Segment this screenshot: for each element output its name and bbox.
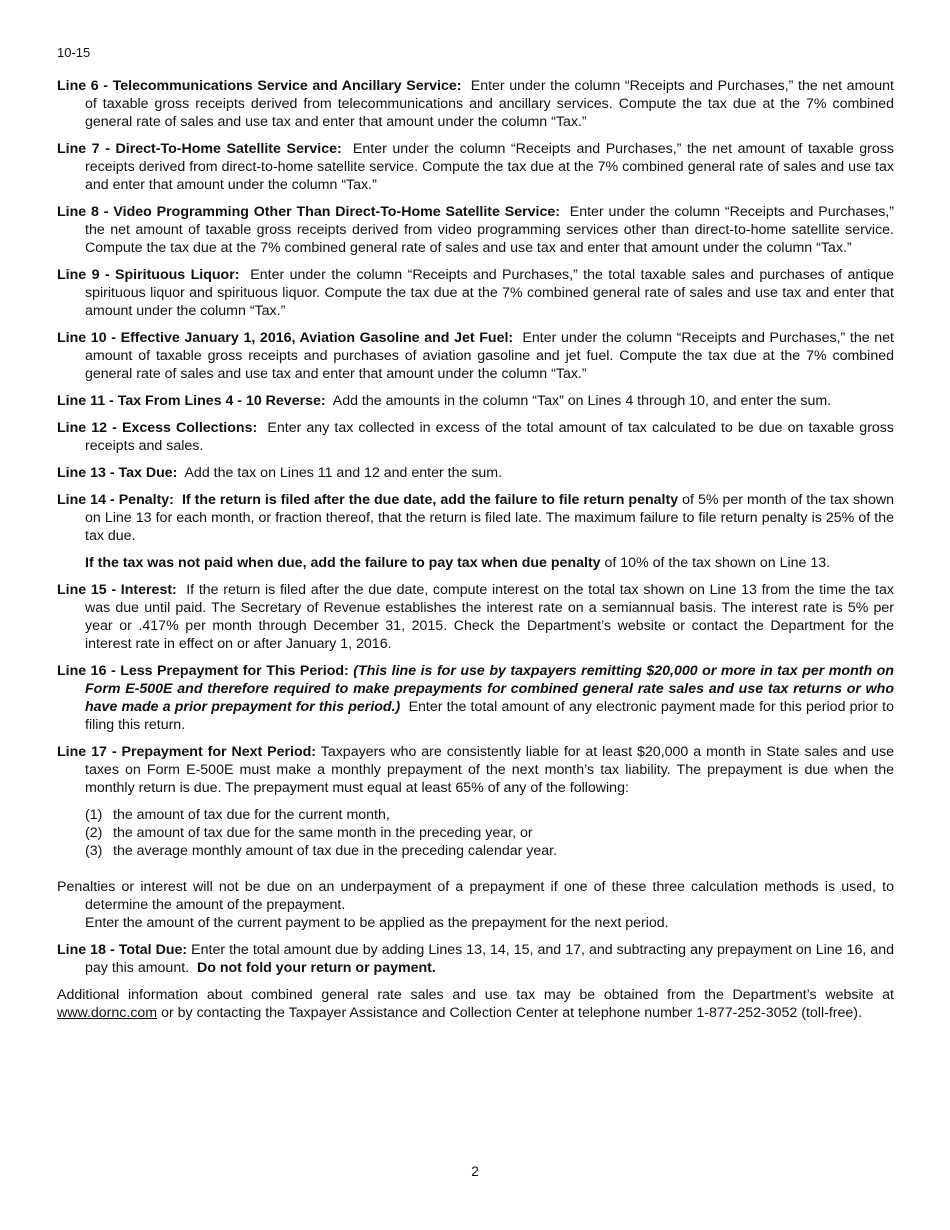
line-14-label: Line 14 - Penalty: xyxy=(57,492,174,508)
list-item-number: (2) xyxy=(85,825,103,841)
line-8-instructions xyxy=(57,203,894,257)
line-12-instructions xyxy=(57,419,894,455)
enter-amount-note: Enter the amount of the current payment to be applied as the prepayment for the next period. xyxy=(85,915,669,931)
line-6-label: Line 6 - Telecommunications Service and Ancillary Service: xyxy=(57,78,462,94)
list-item xyxy=(85,806,894,824)
line-15-instructions xyxy=(57,581,894,653)
line-12-label: Line 12 - Excess Collections: xyxy=(57,420,258,436)
line-15-label: Line 15 - Interest: xyxy=(57,582,177,598)
line-14-para2-text: of 10% of the tax shown on Line 13. xyxy=(604,555,831,571)
line-8-text: Enter under the column “Receipts and Purchases,” the net amount of taxable gross receipts derived from video programming services other than direct-to-home satellite service. Compute the tax due at the 7% combined general rate of sales and use tax and enter that amount under the column “Tax.” xyxy=(85,204,894,256)
line-17-text: Taxpayers who are consistently liable for at least $20,000 a month in State sales and use taxes on Form E-500E must make a monthly prepayment of the next month’s tax liability. The prepayment is due when the monthly return is due. The prepayment must equal at least 65% of any of the following: xyxy=(85,744,895,796)
line-17-instructions xyxy=(57,743,894,797)
form-code: 10-15 xyxy=(57,45,91,60)
line-11-label: Line 11 - Tax From Lines 4 - 10 Reverse: xyxy=(57,393,326,409)
line-16-label: Line 16 - Less Prepayment for This Period: xyxy=(57,663,349,679)
line-10-text: Enter under the column “Receipts and Purchases,” the net amount of taxable gross receipts and purchases of aviation gasoline and jet fuel. Compute the tax due at the 7% combined general rate of sales and use tax and enter that amount under the column “Tax.” xyxy=(85,330,894,382)
line-6-instructions xyxy=(57,77,894,131)
line-8-label: Line 8 - Video Programming Other Than Direct-To-Home Satellite Service: xyxy=(57,204,560,220)
line-9-label: Line 9 - Spirituous Liquor: xyxy=(57,267,240,283)
line-10-instructions xyxy=(57,329,894,383)
line-13-text: Add the tax on Lines 11 and 12 and enter the sum. xyxy=(184,465,503,481)
list-item-number: (1) xyxy=(85,807,103,823)
instructions-body xyxy=(57,77,894,1022)
list-item-text: the average monthly amount of tax due in the preceding calendar year. xyxy=(113,843,558,859)
line-14-para2-bold: If the tax was not paid when due, add the failure to pay tax when due penalty xyxy=(85,555,601,571)
line-13-instructions xyxy=(57,464,894,482)
line-13-label: Line 13 - Tax Due: xyxy=(57,465,178,481)
line-9-text: Enter under the column “Receipts and Purchases,” the total taxable sales and purchases of antique spirituous liquor and spirituous liquor. Compute the tax due at the 7% combined general rate of sales and use tax and enter that amount under the column “Tax.” xyxy=(85,267,894,319)
prepayment-methods-list xyxy=(85,806,894,860)
line-6-text: Enter under the column “Receipts and Purchases,” the net amount of taxable gross receipts derived from telecommunications and ancillary services. Compute the tax due at the 7% combined general rate of sales and use tax and enter that amount under the column “Tax.” xyxy=(85,78,894,130)
list-item-number: (3) xyxy=(85,843,103,859)
line-16-text: Enter the total amount of any electronic payment made for this period prior to filing this return. xyxy=(85,699,894,733)
penalties-note: Penalties or interest will not be due on an underpayment of a prepayment if one of these three calculation methods is used, to determine the amount of the prepayment. xyxy=(57,879,894,913)
line-11-text: Add the amounts in the column “Tax” on Lines 4 through 10, and enter the sum. xyxy=(332,393,832,409)
line-18-bold-text: Do not fold your return or payment. xyxy=(197,960,436,976)
line-7-text: Enter under the column “Receipts and Purchases,” the net amount of taxable gross receipts derived from direct-to-home satellite service. Compute the tax due at the 7% combined general rate of sales and use tax and enter that amount under the column “Tax.” xyxy=(85,141,894,193)
line-18-label: Line 18 - Total Due: xyxy=(57,942,188,958)
website-link[interactable]: www.dornc.com xyxy=(57,1005,158,1021)
line-17-label: Line 17 - Prepayment for Next Period: xyxy=(57,744,317,760)
page-number: 2 xyxy=(471,1164,479,1179)
additional-info-text: Additional information about combined general rate sales and use tax may be obtained from the Department’s website at xyxy=(57,987,894,1003)
list-item xyxy=(85,842,894,860)
line-7-label: Line 7 - Direct-To-Home Satellite Service: xyxy=(57,141,342,157)
list-item-text: the amount of tax due for the same month in the preceding year, or xyxy=(113,825,533,841)
line-10-label: Line 10 - Effective January 1, 2016, Aviation Gasoline and Jet Fuel: xyxy=(57,330,514,346)
line-14-failure-to-pay-note xyxy=(57,554,894,572)
line-16-italic-text: (This line is for use by taxpayers remitting $20,000 or more in tax per month on Form E-500E and therefore required to make prepayments for combined general rate sales and use tax returns or who have made a prior prepayment for this period.) xyxy=(85,663,894,715)
line-14-text: of 5% per month of the tax shown on Line 13 for each month, or fraction thereof, that the return is filed late. The maximum failure to file return penalty is 25% of the tax due. xyxy=(85,492,894,544)
list-item-text: the amount of tax due for the current month, xyxy=(113,807,390,823)
line-18-instructions xyxy=(57,941,894,977)
line-12-text: Enter any tax collected in excess of the total amount of tax calculated to be due on taxable gross receipts and sales. xyxy=(85,420,894,454)
line-16-instructions xyxy=(57,662,894,734)
line-14-bold-text: If the return is filed after the due date, add the failure to file return penalty xyxy=(181,492,679,508)
line-7-instructions xyxy=(57,140,894,194)
line-18-text: Enter the total amount due by adding Lines 13, 14, 15, and 17, and subtracting any prepayment on Line 16, and pay this amount. xyxy=(85,942,894,976)
line-14-instructions xyxy=(57,491,894,545)
additional-info xyxy=(57,986,894,1022)
line-11-instructions xyxy=(57,392,894,410)
line-9-instructions xyxy=(57,266,894,320)
list-item xyxy=(85,824,894,842)
line-15-text: If the return is filed after the due date, compute interest on the total tax shown on Line 13 from the time the tax was due until paid. The Secretary of Revenue establishes the interest rate on a semiannual basis. The interest rate is 5% per year or .417% per month through December 31, 2015. Check the Department’s website or contact the Department for the interest rate in effect on or after January 1, 2016. xyxy=(85,582,894,652)
additional-info-contact: or by contacting the Taxpayer Assistance and Collection Center at telephone number 1-877-252-3052 (toll-free). xyxy=(161,1005,862,1021)
